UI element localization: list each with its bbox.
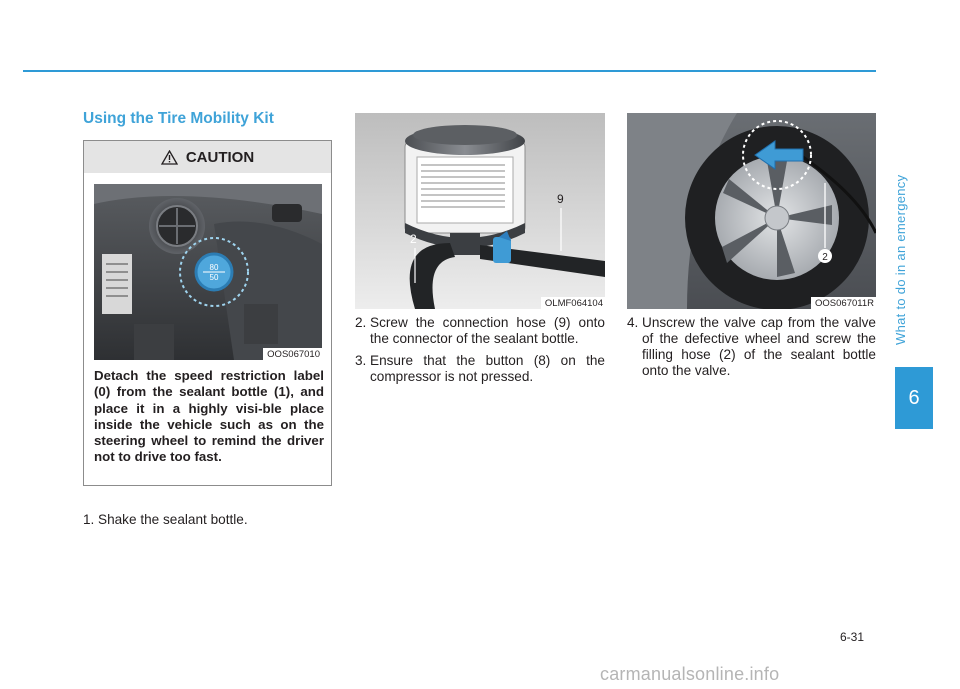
caution-figure	[94, 184, 322, 360]
step-text: Shake the sealant bottle.	[98, 512, 248, 527]
step-number: 4.	[627, 315, 639, 330]
step-text: Screw the connection hose (9) onto the connector of the sealant bottle.	[370, 315, 605, 346]
chapter-title: What to do in an emergency	[893, 174, 908, 345]
step-number: 1.	[83, 512, 95, 527]
caution-box	[83, 140, 332, 486]
callout-9: 9	[557, 192, 564, 206]
caution-text: Detach the speed restriction label (0) from the sealant bottle (1), and place it in a highly visi-ble place inside the vehicle such as on the steering wheel to remind the driver not to drive too fast.	[94, 368, 324, 465]
caution-header	[84, 141, 331, 173]
steps-column-left	[83, 512, 333, 534]
sealant-bottle-illustration	[355, 113, 605, 309]
steps-column-middle	[355, 315, 605, 391]
step-number: 3.	[355, 353, 367, 368]
callout-2: 2	[410, 232, 417, 246]
step-item	[355, 315, 605, 347]
figure-code: OLMF064104	[541, 297, 605, 309]
chapter-tab	[895, 367, 933, 429]
step-text: Unscrew the valve cap from the valve of the defective wheel and screw the filling hose (2) of the sealant bottle onto the valve.	[642, 315, 876, 378]
callout-2: 2	[822, 252, 828, 263]
warning-triangle-icon	[161, 150, 178, 165]
dashboard-illustration	[94, 184, 322, 360]
steps-column-right	[627, 315, 876, 385]
step-number: 2.	[355, 315, 367, 330]
step-item	[627, 315, 876, 379]
header-rule	[23, 70, 876, 72]
page-number: 6-31	[840, 630, 865, 644]
chapter-number: 6	[908, 386, 920, 409]
figure-code: OOS067010	[263, 348, 322, 360]
label-value-2: 50	[209, 273, 219, 282]
section-heading: Using the Tire Mobility Kit	[83, 110, 274, 127]
wheel-valve-figure	[627, 113, 876, 309]
caution-title: CAUTION	[185, 148, 255, 166]
figure-code: OOS067011R	[811, 297, 876, 309]
step-text: Ensure that the button (8) on the compressor is not pressed.	[370, 353, 605, 384]
wheel-valve-illustration	[627, 113, 876, 309]
step-item	[83, 512, 333, 528]
watermark: carmanualsonline.info	[600, 664, 780, 684]
sealant-bottle-figure	[355, 113, 605, 309]
step-item	[355, 353, 605, 385]
label-value-1: 80	[209, 263, 219, 272]
